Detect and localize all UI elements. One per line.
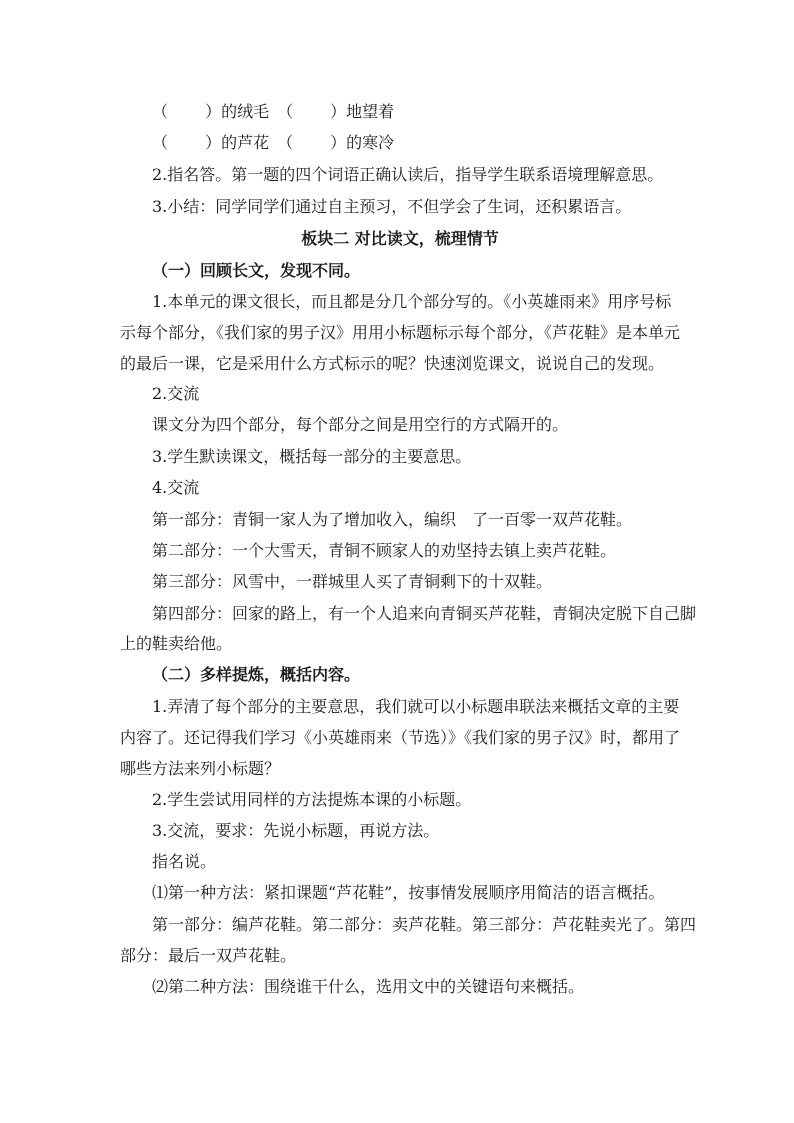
- text-line: 第一部分：青铜一家人为了增加收入，编织 了一百零一双芦花鞋。: [152, 510, 633, 529]
- text-line: 4.交流: [152, 478, 200, 497]
- text-line: 2.指名答。第一题的四个词语正确认读后，指导学生联系语境理解意思。: [152, 165, 664, 184]
- text-line: 第四部分：回家的路上，有一个人追来向青铜买芦花鞋，青铜决定脱下自己脚: [152, 604, 697, 623]
- text-line: 示每个部分，《我们家的男子汉》用用小标题标示每个部分，《芦花鞋》是本单元: [120, 323, 681, 342]
- text-line: 部分：最后一双芦花鞋。: [120, 946, 297, 965]
- text-line: （ ）的芦花 （ ）的寒冷: [152, 133, 395, 152]
- text-line: 2.交流: [152, 384, 200, 403]
- text-line: 上的鞋卖给他。: [120, 634, 233, 653]
- text-line: 的最后一课，它是采用什么方式标示的呢？快速浏览课文，说说自己的发现。: [120, 354, 665, 373]
- section-heading: 板块二 对比读文，梳理情节: [301, 229, 499, 248]
- text-line: 第三部分：风雪中，一群城里人买了青铜剩下的十双鞋。: [152, 572, 553, 591]
- text-line: 课文分为四个部分，每个部分之间是用空行的方式隔开的。: [152, 415, 569, 434]
- text-line: ⑵第二种方法：围绕谁干什么，选用文中的关键语句来概括。: [152, 977, 585, 996]
- text-line: 哪些方法来列小标题？: [120, 759, 281, 778]
- text-line: 第二部分：一个大雪天，青铜不顾家人的劝坚持去镇上卖芦花鞋。: [152, 541, 617, 560]
- text-line: 内容了。还记得我们学习《小英雄雨来（节选）》《我们家的男子汉》时，都用了: [120, 728, 681, 747]
- text-line: 1.弄清了每个部分的主要意思，我们就可以小标题串联法来概括文章的主要: [152, 697, 680, 716]
- text-line: 3.学生默读课文，概括每一部分的主要意思。: [152, 447, 472, 466]
- text-line: 第一部分：编芦花鞋。第二部分：卖芦花鞋。第三部分：芦花鞋卖光了。第四: [152, 915, 697, 934]
- subsection-heading: （二）多样提炼，概括内容。: [152, 665, 361, 684]
- subsection-heading: （一）回顾长文，发现不同。: [152, 261, 361, 280]
- text-line: 3.交流，要求：先说小标题，再说方法。: [152, 821, 440, 840]
- text-line: 2.学生尝试用同样的方法提炼本课的小标题。: [152, 790, 472, 809]
- text-line: 指名说。: [152, 852, 217, 871]
- text-line: （ ）的绒毛 （ ）地望着: [152, 102, 395, 121]
- text-line: ⑴第一种方法：紧扣课题“芦花鞋”，按事情发展顺序用简洁的语言概括。: [152, 883, 665, 902]
- text-line: 1.本单元的课文很长，而且都是分几个部分写的。《小英雄雨来》用序号标: [152, 292, 672, 311]
- text-line: 3.小结：同学同学们通过自主预习，不但学会了生词，还积累语言。: [152, 197, 632, 216]
